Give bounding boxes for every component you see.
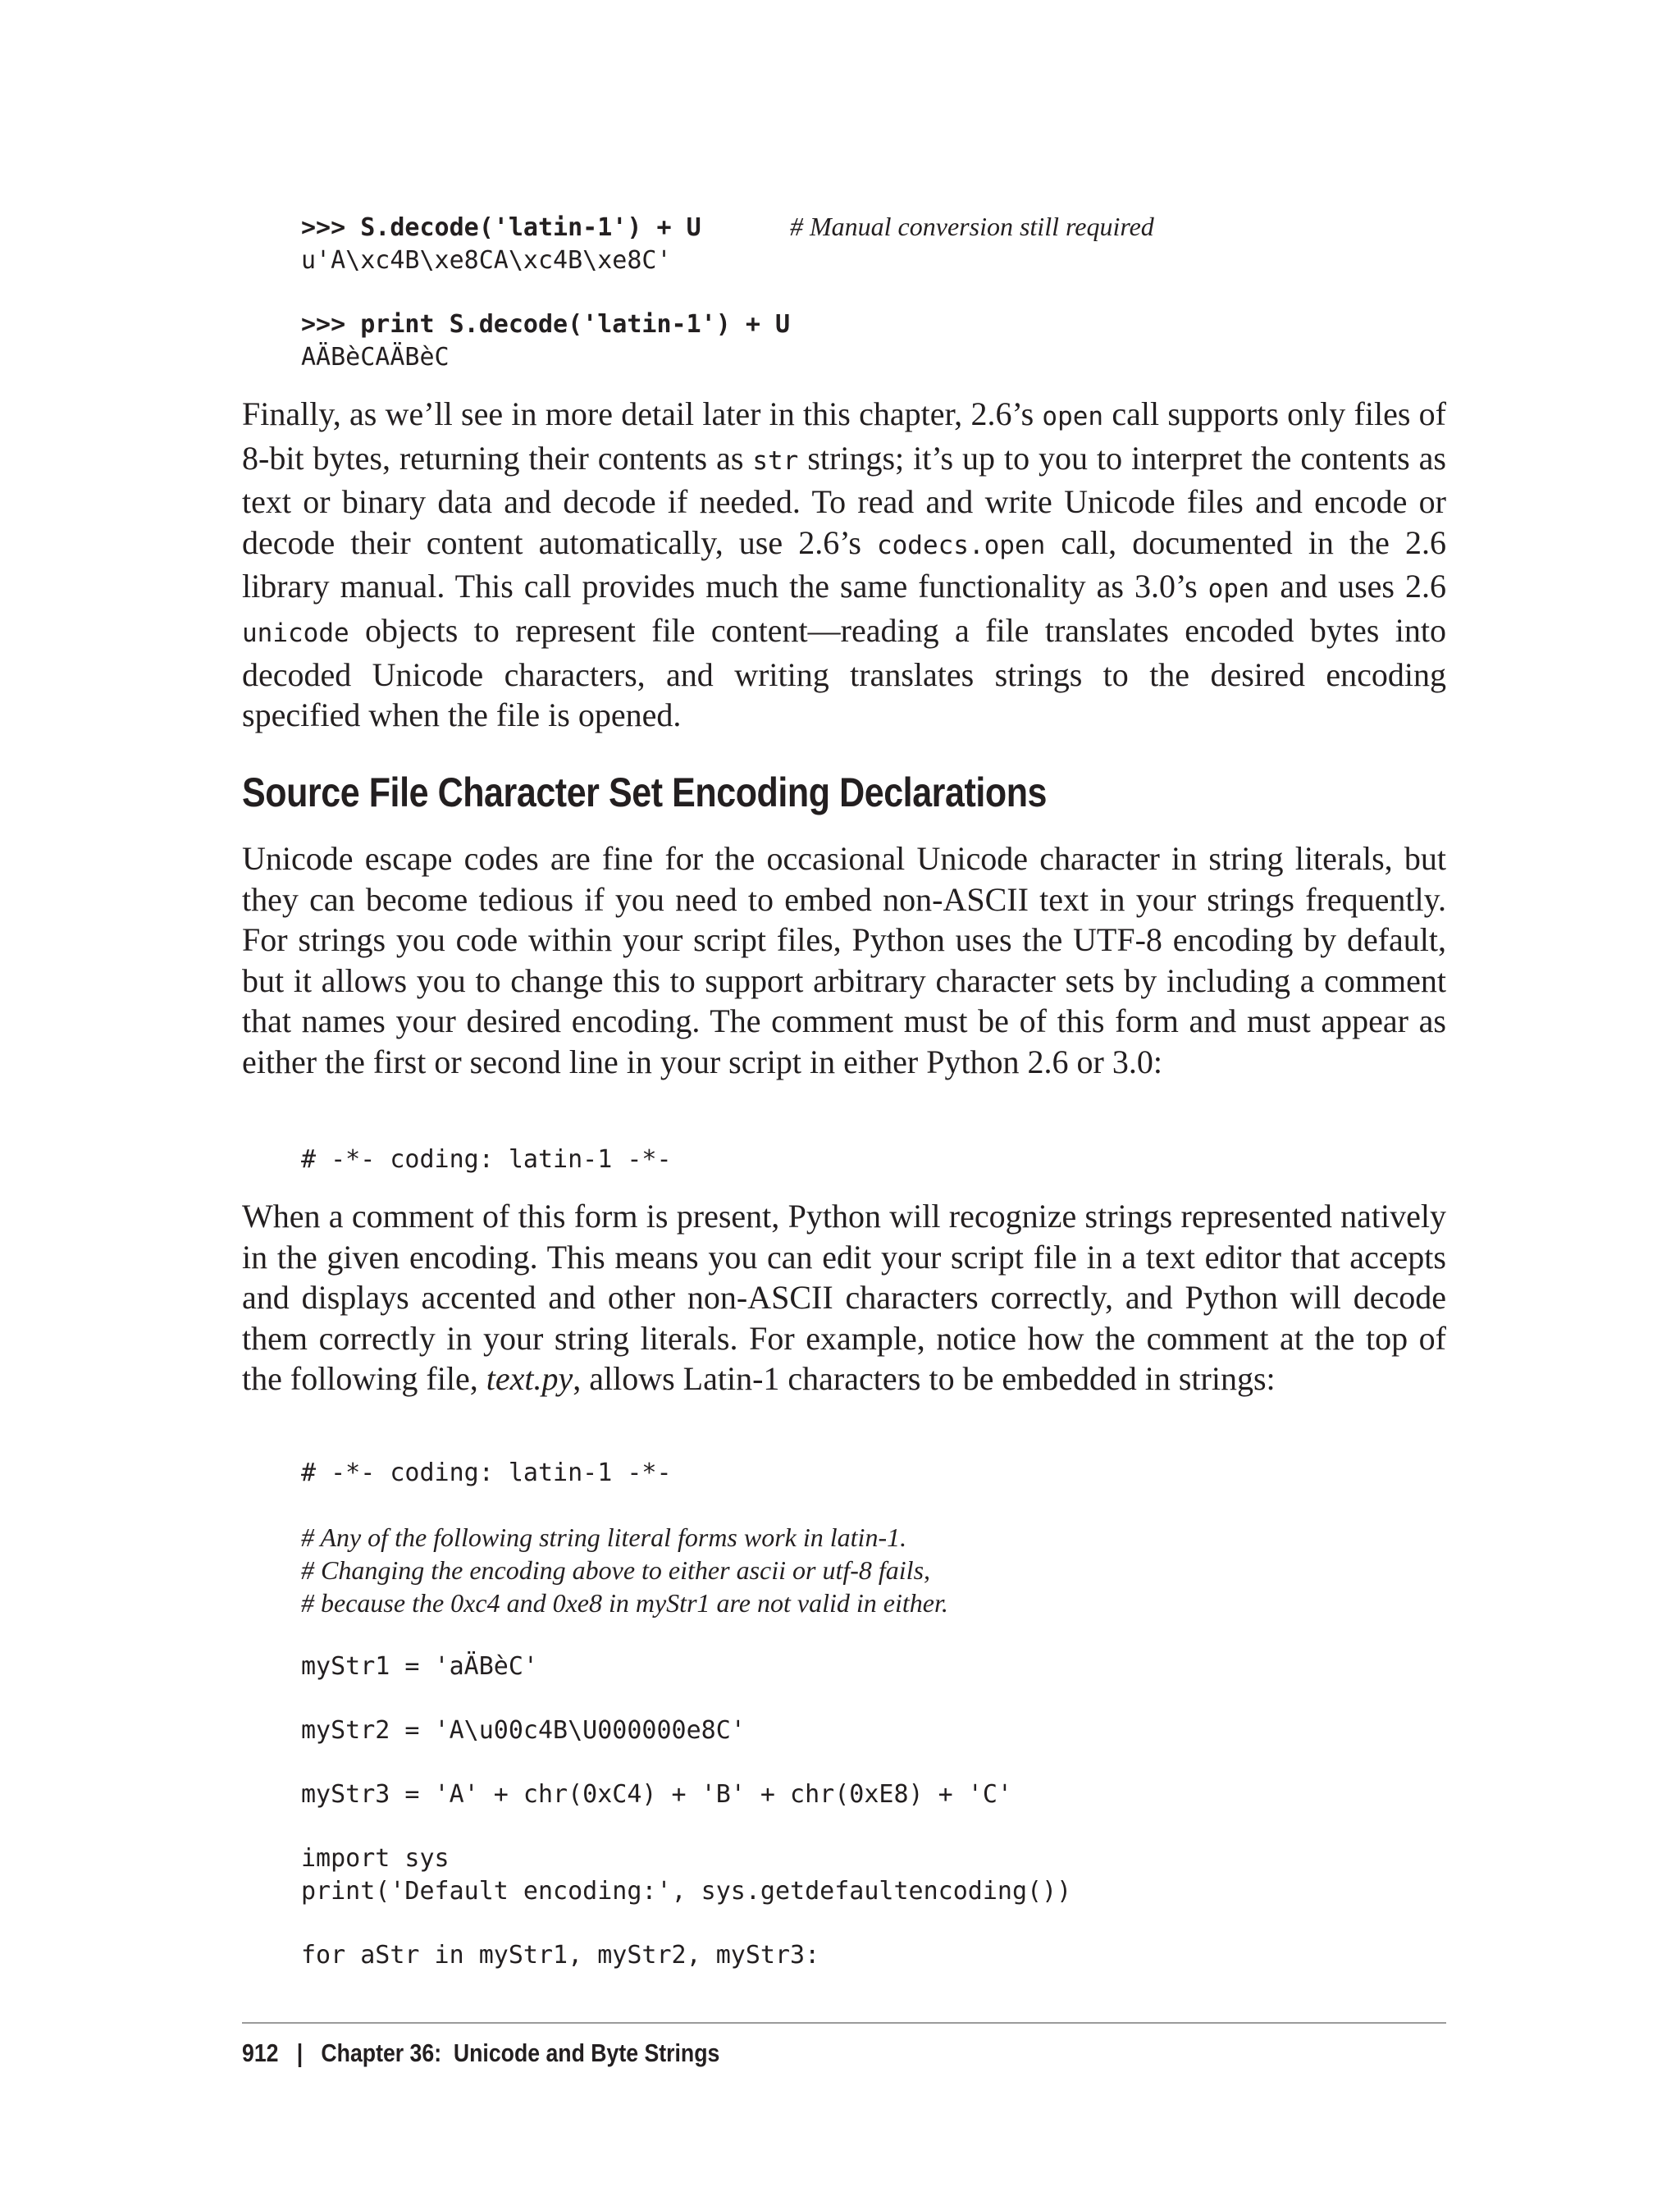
inline-code: str [752,445,799,476]
code-coding-declaration: # -*- coding: latin-1 -*- [301,1145,672,1174]
text-run: When a comment of this form is present, Python will recognize strings represented natively in the given encoding. This means you can edit your script file in a text editor that accepts and displays accented and other non-ASCII characters correctly, and Python will decode them correctly in your string literals. For example, notice how the comment at the top of the following file, [242,1198,1446,1398]
paragraph-text-py [242,1196,1446,1399]
paragraph-encoding-intro: Unicode escape codes are fine for the occasional Unicode character in string literals, but they can become tedious if you need to embed non-ASCII text in your strings frequently. For strings you code within your script files, Python uses the UTF-8 encoding by default, but it allows you to change this to support arbitrary character sets by including a comment that names your desired encoding. The comment must be of this form and must appear as either the first or second line in your script in either Python 2.6 or 3.0: [242,840,1446,1080]
code-mystr2: myStr2 = 'A\u00c4B\U000000e8C' [301,1716,746,1745]
code-import: import sys [301,1844,450,1873]
text-run: call, documented in the 2.6 library manual. This call provides much the same functionality as 3.0’s [242,523,1446,605]
inline-code: open [1208,574,1270,605]
code-comment-1: # Any of the following string literal forms work in latin-1. [301,1522,907,1552]
chapter-title: Chapter 36: Unicode and Byte Strings [321,2038,720,2067]
code-prompt-decode [301,212,701,244]
text-run: strings; it’s up to you to interpret the contents as text or binary data and decode if needed. To read and write Unicode files and encode or decode their content automatically, use 2.6’s [242,439,1446,561]
code-text: >>> S.decode('latin-1') + U [301,213,701,242]
code-file-declaration: # -*- coding: latin-1 -*- [301,1459,672,1487]
text-run: call supports only files of 8-bit bytes, returning their contents as [242,395,1446,477]
code-prompt-print [301,308,790,341]
inline-code: open [1042,402,1104,431]
code-comment-2: # Changing the encoding above to either ascii or utf-8 fails, [301,1555,931,1585]
footer-rule [242,2022,1446,2024]
text-run: objects to represent file content—reading a file translates encoded bytes into decoded Unicode characters, and writing translates strings to the desired encoding specified when the file is opened. [242,611,1446,734]
code-mystr3: myStr3 = 'A' + chr(0xC4) + 'B' + chr(0xE8) + 'C' [301,1780,1012,1809]
inline-code: unicode [242,618,349,648]
code-comment-3: # because the 0xc4 and 0xe8 in myStr1 are not valid in either. [301,1588,948,1618]
page-number: 912 [242,2038,279,2067]
file-name: text.py [486,1360,573,1398]
text-run: Finally, as we’ll see in more detail later in this chapter, 2.6’s [242,395,1043,432]
inline-code: codecs.open [876,530,1046,560]
code-comment: # Manual conversion still required [790,212,1154,241]
footer-separator: | [296,2038,304,2067]
code-mystr1: myStr1 = 'aÄBèC' [301,1652,538,1681]
paragraph-codecs-open [242,394,1446,736]
text-run: , allows Latin-1 characters to be embedded in strings: [573,1360,1276,1398]
code-print: print('Default encoding:', sys.getdefaultencoding()) [301,1877,1072,1906]
code-text: >>> print S.decode('latin-1') + U [301,310,791,339]
section-heading: Source File Character Set Encoding Declarations [242,769,1048,815]
code-output-decoded: AÄBèCAÄBèC [301,343,450,372]
page-footer [242,2035,719,2071]
code-for-loop: for aStr in myStr1, myStr2, myStr3: [301,1941,820,1970]
code-output-escaped: u'A\xc4B\xe8CA\xc4B\xe8C' [301,246,672,275]
text-run: and uses 2.6 [1269,568,1446,605]
